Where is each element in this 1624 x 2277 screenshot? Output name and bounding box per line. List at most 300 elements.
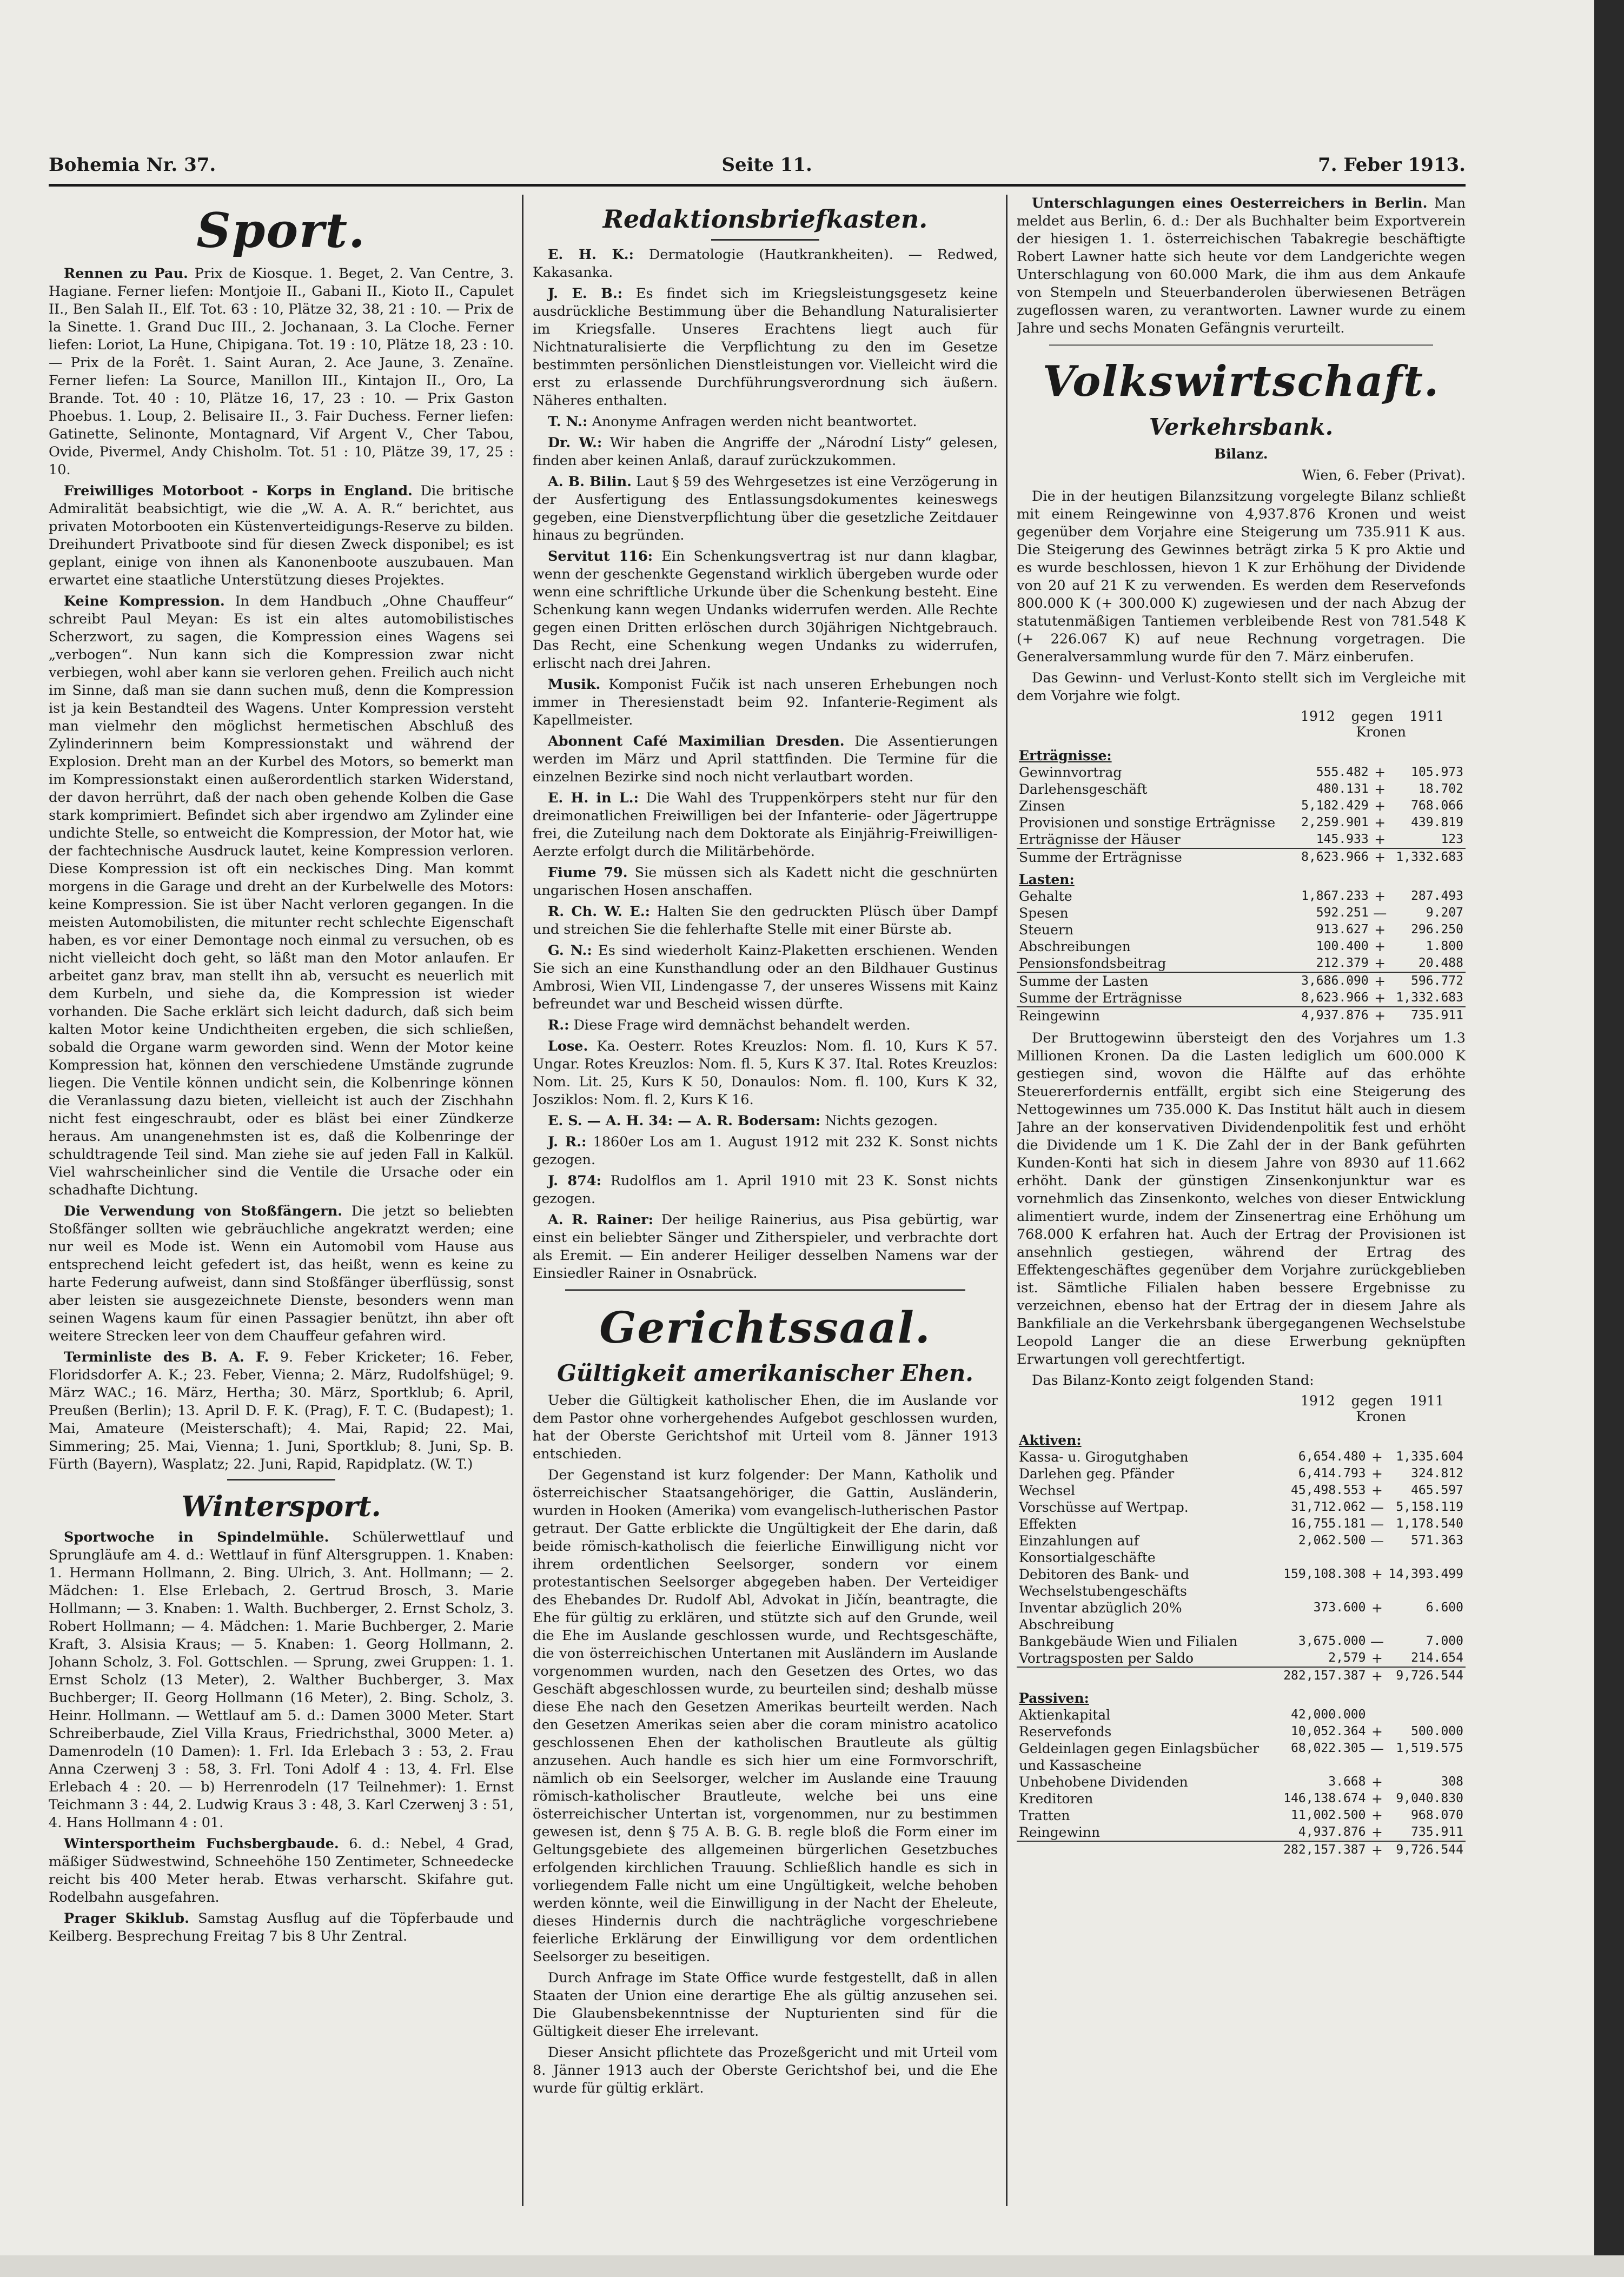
article-paragraph (533, 1112, 998, 1130)
gerichtssaal-subheading: Gültigkeit amerikanischer Ehen. (557, 1360, 973, 1386)
table-row (1017, 1532, 1466, 1566)
article-text: Halten Sie den gedruckten Plüsch über Dampf und streichen Sie die fehlerhafte Stelle mit einer Bürste ab. (533, 904, 998, 938)
table-row (1017, 1516, 1466, 1532)
row-value-1912: 42,000.000 (1291, 1707, 1366, 1722)
table-row (1017, 990, 1466, 1007)
article-text: Die britische Admiralität beabsichtigt, wie die „W. A. A. R.“ berichtet, aus privaten Motorbooten ein Küstenverteidigungs-Reserve zu bilden. Dreihundert Privatboote sind für diesen Zweck disponibel; es ist geplant, einige von ihnen als Kanonenboote auszubauen. Man erwartet eine staatliche Unterstützung dieses Projektes. (49, 483, 514, 589)
row-sign: — (1370, 1499, 1384, 1515)
sport-articles (49, 265, 514, 1473)
year-compare-word: gegen (1351, 1392, 1394, 1409)
article-text: Rudolflos am 1. April 1910 mit 23 K. Sonst nichts gezogen. (533, 1173, 998, 1207)
article-lead: Lose. (548, 1038, 588, 1054)
row-label: Spesen (1019, 905, 1069, 921)
row-value-1912: 282,157.387 (1281, 1841, 1368, 1858)
year-current: 1912 (1301, 1392, 1335, 1409)
dateline: Wien, 6. Feber (Privat). (1302, 467, 1466, 483)
article-lead: Rennen zu Pau. (64, 265, 188, 282)
table-row (1017, 1650, 1466, 1667)
article-text: Die Wahl des Truppenkörpers steht nur für den dreimonatlichen Freiwilligen bei der Infanterie- oder Jägertruppe frei, die Zuteilung nach dem Doktorate als Einjährig-Freiwilligen-Aerzte erfolgt durch die Militärbehörde. (533, 790, 998, 860)
intro-article (1017, 195, 1466, 337)
table-row (1017, 1824, 1466, 1841)
row-label: Reservefonds (1019, 1723, 1112, 1740)
row-value-diff: 968.070 (1411, 1808, 1463, 1822)
column-rule (1006, 195, 1007, 2206)
row-value-1912: 11,002.500 (1291, 1808, 1366, 1822)
table-row (1017, 848, 1466, 866)
article-paragraph (533, 789, 998, 861)
year-previous: 1911 (1409, 1392, 1444, 1409)
table-row (1017, 888, 1466, 905)
row-value-diff: 18.702 (1418, 781, 1463, 796)
row-value-diff: 439.819 (1411, 815, 1463, 829)
row-label: Wechsel (1019, 1482, 1076, 1498)
article-paragraph (49, 482, 514, 589)
row-value-1912: 100.400 (1316, 939, 1369, 953)
table-row (1017, 921, 1466, 938)
row-label: Reingewinn (1017, 1007, 1295, 1024)
row-sign: + (1371, 1566, 1383, 1582)
bilanz-label: Bilanz. (1214, 446, 1268, 462)
row-sign: + (1371, 1807, 1383, 1823)
article-lead: A. B. Bilin. (548, 474, 632, 490)
article-text: 1860er Los am 1. August 1912 mit 232 K. Sonst nichts gezogen. (533, 1134, 998, 1168)
row-sign: + (1371, 1774, 1383, 1790)
row-value-diff: 9,726.544 (1387, 1667, 1466, 1684)
row-value-diff: 1.800 (1426, 939, 1463, 953)
article-text: Die Assentierungen werden im März und April stattfinden. Die Termine für die einzelnen Bezirke sind noch nicht verlautbart worden. (533, 733, 998, 785)
row-sign: — (1370, 1633, 1384, 1649)
table-row (1017, 1633, 1466, 1650)
row-sign: + (1368, 1667, 1387, 1684)
section-divider (1049, 344, 1433, 349)
row-label: Inventar abzüglich 20% Abschreibung (1019, 1599, 1182, 1632)
article-text: Samstag Ausflug auf die Töpferbaude und Keilberg. Besprechung Freitag 7 bis 8 Uhr Zentral. (49, 1910, 514, 1945)
article-lead: G. N.: (548, 942, 592, 959)
article-text: Ueber die Gültigkeit katholischer Ehen, die im Auslande vor dem Pastor ohne vorhergehendes Aufgebot geschlossen wurden, hat der Oberste Gerichtshof mit Urteil vom 8. Jänner 1913 entschieden. (533, 1392, 998, 1462)
row-sign: + (1374, 798, 1386, 814)
row-label: Effekten (1019, 1516, 1077, 1532)
row-value-diff: 324.812 (1411, 1466, 1463, 1481)
article-text: Das Gewinn- und Verlust-Konto stellt sich im Vergleiche mit dem Vorjahre wie folgt. (1017, 669, 1466, 704)
row-label (1017, 1667, 1281, 1684)
row-label: Gehalte (1019, 888, 1072, 904)
article-paragraph (49, 1835, 514, 1907)
row-label: Zinsen (1019, 798, 1065, 814)
article-lead: E. S. — A. H. 34: — A. R. Bodersam: (548, 1113, 821, 1129)
row-sign: + (1371, 1723, 1383, 1740)
page-edge-bottom (0, 2255, 1624, 2277)
row-label: Geldeinlagen gegen Einlagsbücher und Kassascheine (1019, 1740, 1260, 1773)
table-group-title: Erträgnisse: (1019, 747, 1112, 764)
row-sign: + (1371, 972, 1389, 990)
verkehrsbank-paragraphs (1017, 488, 1466, 705)
row-value-diff: 123 (1441, 832, 1463, 846)
row-value-diff: 5,158.119 (1396, 1499, 1463, 1514)
bilanz-table (1017, 1393, 1466, 1858)
table-row (1017, 814, 1466, 831)
article-paragraph (1017, 669, 1466, 705)
row-label: Steuern (1019, 921, 1073, 938)
row-sign: + (1374, 764, 1386, 780)
row-label (1017, 1841, 1281, 1858)
row-value-diff: 308 (1441, 1774, 1463, 1789)
row-value-1912: 31,712.062 (1291, 1499, 1366, 1514)
column-sport (49, 195, 514, 2206)
row-value-diff: 7.000 (1426, 1634, 1463, 1648)
row-value-diff: 105.973 (1411, 765, 1463, 779)
row-value-1912: 555.482 (1316, 765, 1369, 779)
row-value-diff: 287.493 (1411, 888, 1463, 903)
article-paragraph (533, 942, 998, 1013)
article-lead: Terminliste des B. A. F. (64, 1349, 269, 1366)
row-value-1912: 8,623.966 (1295, 848, 1371, 866)
row-sign: + (1371, 1482, 1383, 1498)
article-paragraph (533, 246, 998, 282)
article-text: Ein Schenkungsvertrag ist nur dann klagbar, wenn der geschenkte Gegenstand wirklich übergeben wurde oder wenn eine schriftliche Urkunde über die Schenkung besteht. Eine Schenkung kann wegen Undanks widerrufen werden. Alle Rechte gegen einen Dritten erlöschen durch 30jährigen Nichtgebrauch. Das Recht, eine Schenkung wegen Undanks zu widerrufen, erlischt nach drei Jahren. (533, 548, 998, 672)
page-edge-dark (1594, 0, 1624, 2277)
table-row (1017, 1723, 1466, 1740)
row-value-1912: 146,138.674 (1283, 1791, 1366, 1805)
section-divider (711, 239, 819, 241)
article-lead: Prager Skiklub. (64, 1910, 189, 1927)
row-label: Aktienkapital (1019, 1707, 1111, 1723)
row-value-diff: 1,332.683 (1396, 990, 1463, 1005)
row-label: Kassa- u. Girogutghaben (1019, 1449, 1189, 1465)
row-value-diff: 735.911 (1389, 1007, 1466, 1024)
masthead (49, 146, 1466, 187)
row-value-1912: 68,022.305 (1291, 1741, 1366, 1755)
article-text: Prix de Kiosque. 1. Beget, 2. Van Centre, 3. Hagiane. Ferner liefen: Montjoie II., Gabani II., Kioto II., Capulet II., Ben Salah II., Elf. Tot. 63 : 10, Plätze 32, 38, 21 : 10. — Prix de la Sinette. 1. Grand Duc III., 2. Jochanaan, 3. La Cloche. Ferner liefen: Loriot, La Hune, Chipigana. Tot. 19 : 10, Plätze 18, 23 : 10. — Prix de la Forêt. 1. Saint Auran, 2. Ace Jaune, 3. Zenaïne. Ferner liefen: La Source, Manillon III., Kintajon II., Oro, La Brande. Tot. 40 : 10, Plätze 16, 17, 23 : 10. — Prix Gaston Phoebus. 1. Loup, 2. Belisaire II., 3. Fair Duchess. Ferner liefen: Gatinette, Selinonte, Montagnard, Vif Argent V., Cher Tabou, Ovide, Pivermel, Andy Chisholm. Tot. 51 : 10, Plätze 39, 17, 25 : 10. (49, 265, 514, 479)
row-label: Bankgebäude Wien und Filialen (1019, 1633, 1238, 1649)
article-text: Anonyme Anfragen werden nicht beantwortet. (592, 414, 917, 430)
wintersport-articles (49, 1529, 514, 1946)
row-sign: + (1371, 1824, 1383, 1840)
row-sign: + (1374, 814, 1386, 831)
table-row (1017, 1599, 1466, 1633)
row-value-diff: 465.597 (1411, 1483, 1463, 1497)
article-text: Es findet sich im Kriegsleistungsgesetz keine ausdrückliche Bestimmung über die Behandlung Naturalisierter im Kriegsfalle. Unseres Erachtens liegt auch für Nichtnaturalisierte die Verpflichtung zu den im Gesetze bestimmten persönlichen Dienstleistungen vor. Vielleicht wird die erst zu erlassende Durchführungsverordnung sich äußern. Näheres enthalten. (533, 286, 998, 409)
masthead-issue: Bohemia Nr. 37. (49, 154, 216, 176)
article-paragraph (533, 733, 998, 786)
row-value-diff: 500.000 (1411, 1724, 1463, 1738)
row-sign: + (1368, 1841, 1387, 1858)
row-label: Einzahlungen auf Konsortialgeschäfte (1019, 1532, 1156, 1565)
article-text: Die in der heutigen Bilanzsitzung vorgelegte Bilanz schließt mit einem Reingewinne von 4,937.876 Kronen und weist gegenüber dem Vorjahre eine Steigerung um 735.911 K aus. Die Steigerung des Gewinnes beträgt zirka 5 K pro Aktie und es wurde beschlossen, hievon 1 K zur Erhöhung der Dividende von 20 auf 21 K zu verwenden. Es werden dem Reservefonds 800.000 K (+ 300.000 K) zugewiesen und der nach Abzug der statutenmäßigen Tantiemen verbleibende Rest von 781.548 K (+ 226.067 K) auf neue Rechnung vorgetragen. Die Generalversammlung wurde für den 7. März einberufen. (1017, 488, 1466, 665)
row-value-diff: 768.066 (1411, 798, 1463, 813)
table-group-title: Lasten: (1019, 871, 1075, 887)
row-label: Kreditoren (1019, 1790, 1093, 1807)
row-value-1912: 913.627 (1316, 922, 1369, 937)
row-sign: — (1370, 1516, 1384, 1532)
column-redaktion (533, 195, 998, 2206)
article-paragraph (533, 1392, 998, 1463)
row-value-diff: 1,332.683 (1389, 848, 1466, 866)
table-group-row (1017, 1426, 1466, 1449)
article-lead: Musik. (548, 676, 601, 693)
intro-lead: Unterschlagungen eines Oesterreichers in Berlin. (1032, 195, 1428, 211)
article-lead: Abonnent Café Maximilian Dresden. (548, 733, 845, 749)
article-text: Schülerwettlauf und Sprungläufe am 4. d.: Wettlauf in fünf Altersgruppen. 1. Knaben: 1. Hermann Hollmann, 2. Bing. Ulrich, 3. Ant. Hollmann; — 2. Mädchen: 1. Else Erlebach, 2. Gertrud Brosch, 3. Marie Hollmann; — 3. Knaben: 1. Walth. Buchberger, 2. Ernst Scholz, 3. Robert Hollmann; — 4. Mädchen: 1. Marie Buchberger, 2. Marie Kraft, 3. Alsisia Kraus; — 5. Knaben: 1. Georg Hollmann, 2. Johann Scholz, 3. Fol. Gottschlen. — Sprung, zwei Gruppen: 1. 1. Ernst Scholz (13 Meter), 2. Walther Buchberger, 3. Max Buchberger; II. Georg Hollmann (16 Meter), 2. Bing. Scholz, 3. Heinr. Hollmann. — Wettlauf am 5. d.: Damen 3000 Meter. Start Schreiberbaude, Ziel Villa Kraus, Friedrichsthal, 3000 Meter. a) Damenrodeln (10 Damen): 1. Frl. Ida Erlebach 3 : 53, 2. Frau Anna Czerwenj 3 : 58, 3. Frl. Toni Adolf 4 : 13, 4. Frl. Else Erlebach 4 : 20. — b) Herrenrodeln (17 Teilnehmer): 1. Ernst Teichmann 3 : 44, 2. Ludwig Kraus 3 : 48, 3. Karl Czerwenj 3 : 51, 4. Hans Hollmann 4 : 01. (49, 1529, 514, 1831)
row-value-1912: 373.600 (1313, 1600, 1366, 1615)
article-paragraph (533, 413, 998, 431)
article-paragraph (49, 593, 514, 1199)
row-label: Darlehensgeschäft (1019, 781, 1148, 797)
table-year-header (1017, 1393, 1466, 1409)
row-label: Pensionsfondsbeitrag (1019, 955, 1166, 971)
row-sign: + (1371, 1449, 1383, 1465)
row-value-1912: 45,498.553 (1291, 1483, 1366, 1497)
article-paragraph (1017, 488, 1466, 666)
row-value-1912: 592.251 (1316, 905, 1369, 920)
row-label: Vorschüsse auf Wertpap. (1019, 1499, 1189, 1515)
article-text: Ka. Oesterr. Rotes Kreuzlos: Nom. fl. 10, Kurs K 57. Ungar. Rotes Kreuzlos: Nom. fl. 5, Kurs K 37. Ital. Rotes Kreuzlos: Nom. Lit. 25, Kurs K 50, Donaulos: Nom. fl. 100, Kurs K 32, Josziklos: Nom. fl. 2, Kurs K 16. (533, 1038, 998, 1108)
article-lead: E. H. K.: (548, 247, 634, 263)
row-value-diff: 214.654 (1411, 1650, 1463, 1665)
row-value-diff: 296.250 (1411, 922, 1463, 937)
table-row (1017, 972, 1466, 990)
row-sign: — (1370, 1740, 1384, 1756)
gewinn-verlust-table (1017, 708, 1466, 1024)
row-label: Reingewinn (1019, 1824, 1101, 1840)
gerichtssaal-heading: Gerichtssaal. (599, 1302, 931, 1353)
article-lead: R. Ch. W. E.: (548, 904, 651, 920)
article-text: Dermatologie (Hautkrankheiten). — Redwed, Kakasanka. (533, 247, 998, 281)
newspaper-page (49, 146, 1466, 2228)
article-paragraph (1017, 1030, 1466, 1369)
article-text: Diese Frage wird demnächst behandelt werden. (573, 1017, 911, 1033)
row-value-diff: 9.207 (1426, 905, 1463, 920)
article-lead: Keine Kompression. (64, 593, 225, 610)
article-paragraph (533, 1038, 998, 1109)
table-row (1017, 1807, 1466, 1824)
table-group-title: Aktiven: (1019, 1432, 1082, 1448)
article-text: Der Bruttogewinn übersteigt den des Vorjahres um 1.3 Millionen Kronen. Da die Lasten lediglich um 600.000 K gestiegen sind, wovon die Hälfte auf das erhöhte Steuererfordernis entfällt, ergibt sich eine Steigerung des Nettogewinnes um 735.000 K. Das Institut hält auch in diesem Jahre an der konservativen Dividendenpolitik fest und erhöht die Dividende um 1 K. Die Zahl der in der Bank geführten Kunden-Konti hat sich in diesem Jahre von 8930 auf 11.662 erhöht. Dank der günstigen Zinsenkonjunktur war es vornehmlich das Zinsenkonto, welches von dieser Entwicklung alimentiert wurde, indem der Zinsenertrag eine Erhöhung um 768.000 K erfahren hat. Auch der Ertrag der Provisionen ist ansehnlich gestiegen, während der Ertrag des Effektengeschäftes gegenüber dem Vorjahre zurückgeblieben ist. Sämtliche Filialen haben bessere Ergebnisse zu verzeichnen, ebenso hat der Ertrag der in diesem Jahre als Bankfiliale an die Verkehrsbank übergegangenen Wechselstube Leopold Langer die an diese Erwerbung geknüpften Erwartungen voll gerechtfertigt. (1017, 1030, 1466, 1367)
row-value-1912: 8,623.966 (1301, 990, 1369, 1005)
article-paragraph (533, 676, 998, 729)
row-value-diff: 1,178.540 (1396, 1516, 1463, 1531)
table-group-title: Passiven: (1019, 1690, 1089, 1706)
row-label: Abschreibungen (1019, 938, 1131, 954)
sport-heading: Sport. (196, 202, 366, 258)
table-row (1017, 831, 1466, 848)
row-value-1912: 6,414.793 (1298, 1466, 1366, 1481)
column-rule (522, 195, 523, 2206)
row-value-1912: 159,108.308 (1283, 1566, 1366, 1581)
table-row (1017, 1465, 1466, 1482)
table-row (1017, 1841, 1466, 1858)
article-text: Laut § 59 des Wehrgesetzes ist eine Verzögerung in der Ausfertigung des Entlassungsdokumentes keineswegs gegeben, eine Dienstverpflichtung über die gesetzliche Zeitdauer hinaus zu begründen. (533, 474, 998, 543)
article-paragraph (533, 2044, 998, 2097)
row-value-diff: 6.600 (1426, 1600, 1463, 1615)
row-value-1912: 1,867.233 (1301, 888, 1369, 903)
row-value-diff: 20.488 (1418, 955, 1463, 970)
article-paragraph (49, 1349, 514, 1473)
row-sign (1368, 1707, 1387, 1723)
masthead-page: Seite 11. (721, 154, 812, 176)
row-value-diff (1387, 1707, 1466, 1723)
row-sign: + (1371, 1650, 1383, 1666)
article-lead: T. N.: (548, 414, 588, 430)
row-value-diff: 735.911 (1411, 1824, 1463, 1839)
article-paragraph (1017, 1372, 1466, 1390)
article-text: Sie müssen sich als Kadett nicht die geschnürten ungarischen Hosen anschaffen. (533, 865, 998, 899)
article-lead: J. 874: (548, 1173, 602, 1189)
gerichtssaal-article (533, 1392, 998, 2097)
table-row (1017, 1707, 1466, 1723)
table-row (1017, 938, 1466, 955)
verkehrsbank-paragraphs-2 (1017, 1030, 1466, 1390)
article-lead: E. H. in L.: (548, 790, 639, 806)
row-value-diff: 14,393.499 (1388, 1566, 1463, 1581)
article-text: Nichts gezogen. (825, 1113, 938, 1129)
row-label: Debitoren des Bank- und Wechselstubengeschäfts (1019, 1566, 1189, 1599)
row-value-1912: 4,937.876 (1295, 1007, 1371, 1024)
article-paragraph (533, 285, 998, 410)
row-label: Gewinnvortrag (1019, 764, 1122, 780)
article-lead: Freiwilliges Motorboot - Korps in England. (64, 483, 413, 500)
row-value-1912: 16,755.181 (1291, 1516, 1366, 1531)
section-divider (565, 1289, 965, 1294)
intro-text: Man meldet aus Berlin, 6. d.: Der als Buchhalter beim Exportverein der hiesigen 1. 1. österreichischen Tabakregie beschäftigte Robert Lawner hatte sich heute vor dem Landgerichte wegen Unterschlagung von 60.000 Mark, die ihm aus dem Ankaufe von Stempeln und Steuerbanderolen überwiesenen Beträgen zugeflossen waren, zu verantworten. Lawner wurde zu einem Jahre und sechs Monaten Gefängnis verurteilt. (1017, 195, 1466, 336)
table-row (1017, 1774, 1466, 1790)
article-text: Wir haben die Angriffe der „Národní Listy“ gelesen, finden aber keinen Anlaß, darauf zurückzukommen. (533, 435, 998, 469)
article-paragraph (533, 434, 998, 470)
row-sign: — (1373, 905, 1387, 921)
article-paragraph (533, 1211, 998, 1283)
year-current: 1912 (1301, 708, 1335, 724)
table-row (1017, 764, 1466, 781)
article-lead: J. R.: (548, 1134, 587, 1150)
article-text: 6. d.: Nebel, 4 Grad, mäßiger Südwestwind, Schneehöhe 150 Zentimeter, Schneedecke reicht bis 400 Meter herab. Etwas verharscht. Skifahre gut. Rodelbahn ausgefahren. (49, 1836, 514, 1906)
article-lead: Dr. W.: (548, 435, 602, 451)
article-text: 9. Feber Kricketer; 16. Feber, Floridsdorfer A. K.; 23. Feber, Vienna; 2. März, Rudolfshügel; 9. März WAC.; 16. März, Hertha; 30. März, Sportklub; 6. April, Preußen (Berlin); 13. April D. F. K. (Prag), F. T. C. (Budapest); 1. Mai, Amateure (Meisterschaft); 4. Mai, Rapid; 22. Mai, Simmering; 25. Mai, Vienna; 1. Juni, Sportklub; 8. Juni, Sp. B. Fürth (Bayern), Wasplatz; 22. Juni, Rapid, Rapidplatz. (W. T.) (49, 1349, 514, 1473)
row-value-1912: 2,259.901 (1301, 815, 1369, 829)
row-label: Provisionen und sonstige Erträgnisse (1019, 814, 1276, 831)
row-label: Erträgnisse der Häuser (1019, 831, 1181, 847)
article-paragraph (49, 265, 514, 479)
verkehrsbank-heading: Verkehrsbank. (1149, 413, 1334, 440)
article-lead: Sportwoche in Spindelmühle. (64, 1529, 329, 1546)
row-value-1912: 480.131 (1316, 781, 1369, 796)
table-group-row (1017, 866, 1466, 888)
row-value-1912: 2,579 (1328, 1650, 1366, 1665)
table-row (1017, 1007, 1466, 1024)
row-value-diff: 571.363 (1411, 1533, 1463, 1548)
row-sign: + (1371, 1599, 1383, 1616)
article-lead: R.: (548, 1017, 569, 1033)
year-previous: 1911 (1409, 708, 1444, 724)
table-row (1017, 781, 1466, 798)
article-paragraph (533, 1466, 998, 1966)
finance-table (1017, 1426, 1466, 1858)
row-value-1912: 5,182.429 (1301, 798, 1369, 813)
article-text: Der heilige Rainerius, aus Pisa gebürtig, war einst ein beliebter Sänger und Zitherspieler, und verbrachte dort als Eremit. — Ein anderer Heiliger desselben Namens war der Einsiedler Rainer in Osnabrück. (533, 1212, 998, 1282)
article-lead: Wintersportheim Fuchsbergbaude. (64, 1836, 339, 1853)
row-value-diff: 1,519.575 (1396, 1741, 1463, 1755)
row-value-1912: 212.379 (1316, 955, 1369, 970)
row-label: Summe der Erträgnisse (1017, 848, 1295, 866)
article-paragraph (533, 864, 998, 900)
row-value-1912: 4,937.876 (1298, 1824, 1366, 1839)
row-value-diff: 596.772 (1389, 972, 1466, 990)
row-sign: + (1371, 1790, 1383, 1807)
article-paragraph (533, 548, 998, 673)
row-sign: + (1374, 955, 1386, 971)
article-text: Die jetzt so beliebten Stoßfänger sollten wie gebräuchliche angekratzt werden; eine nur weil es Mode ist. Wenn ein Automobil vom Hause aus entsprechend leicht gefedert ist, das heißt, wenn es keine zu harte Federung aufweist, dann sind Stoßfänger überflüssig, sonst aber leisten sie ausgezeichnete Dienste, besonders wenn man seinen Wagens kaum für einen Passagier benützt, ihn aber oft weitere Strecken leer von dem Chauffeur gefahren wird. (49, 1203, 514, 1345)
article-lead: A. R. Rainer: (548, 1212, 654, 1228)
table-group-row (1017, 1684, 1466, 1707)
row-value-1912: 145.933 (1316, 832, 1369, 846)
article-paragraph (533, 903, 998, 939)
row-sign: + (1374, 781, 1386, 797)
article-lead: J. E. B.: (548, 286, 623, 302)
masthead-date: 7. Feber 1913. (1318, 154, 1466, 176)
row-value-diff: 9,726.544 (1387, 1841, 1466, 1858)
row-sign: — (1370, 1532, 1384, 1549)
row-label: Unbehobene Dividenden (1019, 1774, 1188, 1790)
article-text: In dem Handbuch „Ohne Chauffeur“ schreibt Paul Meyan: Es ist ein altes automobilistisches Scherzwort, zu sagen, die Kompression eines Wagens sei „verbogen“. Nun kann sich die Kompression zwar nicht verbiegen, wohl aber kann sie verloren gehen. Freilich auch nicht im Sinne, daß man sie dann suchen muß, denn die Kompression ist ja kein Bestandteil des Wagens. Unter Kompression versteht man vielmehr den möglichst hermetischen Abschluß des Zylinderinnern beim Kompressionstakt und während der Explosion. Dreht man an der Kurbel des Motors, so bemerkt man im Kompressionstakt einen außerordentlich starken Widerstand, der davon herrührt, daß der nach oben gehende Kolben die Gase stark komprimiert. Befindet sich aber irgendwo am Zylinder eine undichte Stelle, so entweicht die Kompression, der Motor hat, wie der fachtechnische Ausdruck lautet, keine Kompression verloren. Diese Kompression ist oft ein neckisches Ding. Man kommt morgens in die Garage und dreht an der Kurbelwelle des Motors: keine Kompression. Sie ist über Nacht verloren gegangen. In die meisten Automobilisten, die mitunter recht schlechte Eigenschaft haben, es vor einer Demontage noch einmal zu versuchen, ob es nicht vielleicht doch geht, so läßt man den Motor anlaufen. Er arbeitet ganz brav, man stellt ihn ab, versucht es neuerlich mit dem Kurbeln, und siehe da, die Kompression ist wieder vorhanden. Die Sache erklärt sich leicht dadurch, daß sich beim kalten Motor keine Undichtheiten ergeben, die sich schließen, sobald die Organe warm geworden sind. Wenn der Motor keine Kompression hat, können den verschiedene Umstände zugrunde liegen. Die Ventile können undicht sein, die Kolbenringe können die Veranlassung dazu bieten, vielleicht ist auch der Zischhahn nicht fest eingeschraubt, oder es bläst bei einer Zündkerze heraus. Am unangenehmsten ist es, daß die Kolbenringe der schuldtragende Teil sind. Man ziehe sie auf jeden Fall in Kalkül. Viel wahrscheinlicher sind die Ventile die Ursache oder ein schadhafte Dichtung. (49, 593, 514, 1199)
article-paragraph (533, 1172, 998, 1208)
table-row (1017, 798, 1466, 814)
finance-table (1017, 742, 1466, 1024)
row-value-1912: 2,062.500 (1298, 1533, 1366, 1548)
article-paragraph (533, 1133, 998, 1169)
article-text: Dieser Ansicht pflichtete das Prozeßgericht und mit Urteil vom 8. Jänner 1913 auch der Oberste Gerichtshof bei, und die Ehe wurde für gültig erklärt. (533, 2044, 998, 2096)
row-value-1912: 282,157.387 (1281, 1667, 1368, 1684)
table-row (1017, 955, 1466, 972)
row-value-1912: 3,675.000 (1298, 1634, 1366, 1648)
article-paragraph (533, 1017, 998, 1034)
article-text: Durch Anfrage im State Office wurde festgestellt, daß in allen Staaten der Union eine derartige Ehe als gültig anzusehen sei. Die Glaubensbekenntnisse der Nupturienten sind für die Gültigkeit dieser Ehe irrelevant. (533, 1970, 998, 2040)
table-unit: Kronen (1356, 1408, 1406, 1424)
row-label: Darlehen geg. Pfänder (1019, 1465, 1175, 1482)
article-lead: Fiume 79. (548, 865, 628, 881)
table-row (1017, 905, 1466, 921)
table-row (1017, 1790, 1466, 1807)
row-value-diff: 1,335.604 (1396, 1449, 1463, 1464)
briefkasten-heading: Redaktionsbriefkasten. (602, 204, 928, 234)
article-text: Komponist Fučik ist nach unseren Erhebungen noch immer in Theresienstadt beim 92. Infanterie-Regiment als Kapellmeister. (533, 676, 998, 728)
row-sign: + (1374, 888, 1386, 904)
table-row (1017, 1740, 1466, 1774)
row-value-diff: 9,040.830 (1396, 1791, 1463, 1805)
row-sign: + (1371, 848, 1389, 866)
year-compare-word: gegen (1351, 708, 1394, 724)
row-value-1912: 3,686.090 (1295, 972, 1371, 990)
row-label: Summe der Lasten (1017, 972, 1295, 990)
section-divider (227, 1479, 335, 1481)
table-unit: Kronen (1356, 723, 1406, 740)
column-volkswirtschaft (1017, 195, 1466, 2206)
row-value-1912: 3.668 (1328, 1774, 1366, 1789)
article-text: Es sind wiederholt Kainz-Plaketten erschienen. Wenden Sie sich an eine Kunsthandlung oder an den Bildhauer Gustinus Ambrosi, Wien VII, Lindengasse 7, der unseres Wissens mit Kainz befreundet war und Bescheid wissen dürfte. (533, 942, 998, 1012)
article-lead: Die Verwendung von Stoßfängern. (64, 1203, 343, 1220)
article-text: Der Gegenstand ist kurz folgender: Der Mann, Katholik und österreichischer Staatsangehöriger, die Gattin, Ausländerin, wurden in Hooken (Amerika) vom evangelisch-lutherischen Pastor getraut. Der Gatte erblickte die Ungültigkeit der Ehe darin, daß beide römisch-katholisch die feierliche Einwilligung nicht vor ihrem ordentlichen Seelsorger, sondern vor einem protestantischen Seelsorger abgegeben haben. Der Verteidiger des Ehebandes Dr. Rudolf Abl, Advokat in Jičín, beantragte, die Ehe für gültig zu erklären, und stützte sich auf den Grunde, weil die Ehe im Auslande geschlossen wurde, und Rechtsgeschäfte, die von österreichischen Untertanen mit Ausländern im Auslande vorgenommen wurden, nach den Gesetzen des Ortes, wo das Geschäft abgeschlossen wurde, zu beurteilen sind; deshalb müsse diese Ehe nach den Gesetzen Amerikas beurteilt werden. Nach den Gesetzen Amerikas seien aber die coram ministro acatolico geschlossenen Ehen der katholischen Brautleute als gültig anzusehen. Auch handle es sich hier um eine Formvorschrift, nämlich ob ein Seelsorger, welcher im Auslande eine Trauung römisch-katholischer Brautleute, welche bei uns eine österreichischer Untertan ist, vorgenommen, nur zu bestimmen gewesen ist, denn § 75 A. B. G. B. regle bloß die Form einer im Geltungsgebiete des allgemeinen bürgerlichen Gesetzbuches erfolgenden kirchlichen Trauung. Schließlich handle es sich in vorliegendem Falle nicht um eine Ungültigkeit, welche behoben werden könnte, weil die Einwilligung in der Nacht der Eheleute, dieses Hindernis durch die nachträgliche vorgeschriebene feierliche Erklärung der Einwilligung vor dem ordentlichen Seelsorger zu beseitigen. (533, 1467, 998, 1965)
table-row (1017, 1566, 1466, 1599)
row-sign: + (1374, 831, 1386, 847)
table-group-row (1017, 742, 1466, 764)
wintersport-heading: Wintersport. (181, 1490, 381, 1524)
article-text: Das Bilanz-Konto zeigt folgenden Stand: (1032, 1372, 1314, 1389)
article-paragraph (533, 1969, 998, 2041)
row-sign: + (1374, 990, 1386, 1006)
row-label: Tratten (1019, 1807, 1070, 1823)
row-sign: + (1374, 921, 1386, 938)
article-paragraph (49, 1203, 514, 1345)
table-row (1017, 1449, 1466, 1465)
article-paragraph (533, 473, 998, 545)
table-year-header (1017, 708, 1466, 724)
